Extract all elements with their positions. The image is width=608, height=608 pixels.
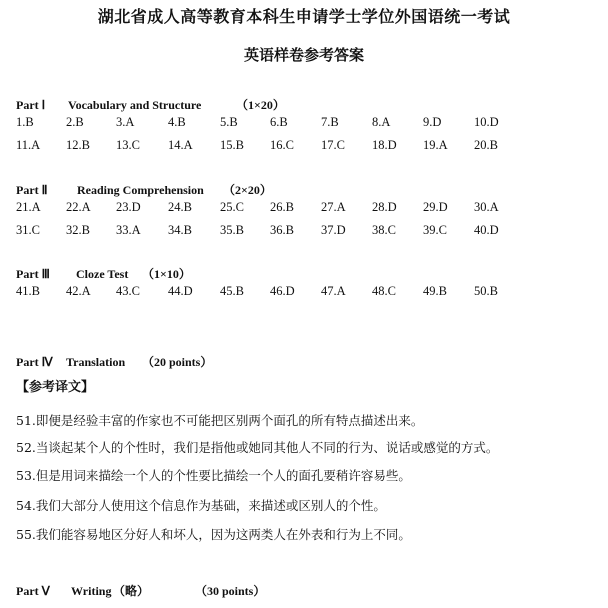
answer-item: 15.B: [220, 138, 244, 152]
part3-label: Part Ⅲ: [16, 267, 50, 281]
answer-item: 38.C: [372, 223, 396, 237]
answer-item: 47.A: [321, 284, 346, 298]
answer-item: 2.B: [66, 115, 84, 129]
part1-label: Part Ⅰ: [16, 98, 46, 112]
translation-54: 54.我们大部分人使用这个信息作为基础，来描述或区别人的个性。: [16, 498, 386, 513]
part2-name: Reading Comprehension: [77, 183, 204, 197]
part4-label: Part Ⅳ: [16, 355, 53, 369]
answer-item: 16.C: [270, 138, 294, 152]
answer-item: 9.D: [423, 115, 442, 129]
answer-item: 28.D: [372, 200, 397, 214]
part4-score: （20 points）: [142, 355, 213, 369]
answer-item: 17.C: [321, 138, 345, 152]
answer-item: 25.C: [220, 200, 244, 214]
answer-item: 22.A: [66, 200, 91, 214]
answer-item: 21.A: [16, 200, 41, 214]
part2-row-1: [16, 200, 606, 216]
part5-name: Writing: [71, 584, 112, 598]
part2-row-2: [16, 223, 606, 239]
part2-score: （2×20）: [223, 183, 272, 197]
part3-row-1: [16, 284, 606, 300]
answer-item: 7.B: [321, 115, 339, 129]
answer-item: 44.D: [168, 284, 193, 298]
document-title: 湖北省成人高等教育本科生申请学士学位外国语统一考试: [97, 7, 511, 26]
part4-header: [16, 353, 212, 370]
answer-item: 29.D: [423, 200, 448, 214]
answer-item: 19.A: [423, 138, 448, 152]
answer-item: 33.A: [116, 223, 141, 237]
answer-item: 14.A: [168, 138, 193, 152]
answer-item: 24.B: [168, 200, 192, 214]
document-subtitle: 英语样卷参考答案: [243, 46, 364, 64]
part3-score: （1×10）: [142, 267, 191, 281]
answer-item: 50.B: [474, 284, 498, 298]
part1-name: Vocabulary and Structure: [68, 98, 202, 112]
answer-item: 10.D: [474, 115, 499, 129]
answer-item: 26.B: [270, 200, 294, 214]
answer-item: 45.B: [220, 284, 244, 298]
answer-item: 46.D: [270, 284, 295, 298]
answer-item: 34.B: [168, 223, 192, 237]
part1-row-2: [16, 138, 606, 154]
part2-label: Part Ⅱ: [16, 183, 48, 197]
answer-item: 35.B: [220, 223, 244, 237]
part5-label: Part Ⅴ: [16, 584, 50, 598]
answer-item: 3.A: [116, 115, 135, 129]
part2-header: [16, 181, 272, 198]
answer-item: 18.D: [372, 138, 397, 152]
answer-item: 42.A: [66, 284, 91, 298]
answer-item: 1.B: [16, 115, 34, 129]
reference-translation-heading: 【参考译文】: [16, 380, 95, 395]
answer-item: 12.B: [66, 138, 90, 152]
answer-item: 40.D: [474, 223, 499, 237]
translation-53: 53.但是用词来描绘一个人的个性要比描绘一个人的面孔要稍许容易些。: [16, 468, 411, 483]
answer-item: 11.A: [16, 138, 41, 152]
answer-item: 8.A: [372, 115, 391, 129]
part4-name: Translation: [66, 355, 126, 369]
answer-item: 49.B: [423, 284, 447, 298]
part1-row-1: [16, 115, 606, 131]
translation-55: 55.我们能容易地区分好人和坏人，因为这两类人在外表和行为上不同。: [16, 527, 411, 542]
part5-score: （30 points）: [195, 584, 266, 598]
answer-item: 36.B: [270, 223, 294, 237]
answer-item: 32.B: [66, 223, 90, 237]
answer-item: 41.B: [16, 284, 40, 298]
answer-item: 37.D: [321, 223, 346, 237]
answer-item: 23.D: [116, 200, 141, 214]
answer-item: 39.C: [423, 223, 447, 237]
part3-header: [16, 265, 191, 282]
answer-item: 13.C: [116, 138, 140, 152]
part5-note: （略）: [113, 584, 150, 598]
translation-52: 52.当谈起某个人的个性时，我们是指他或她同其他人不同的行为、说话或感觉的方式。: [16, 440, 499, 455]
translation-51: 51.即便是经验丰富的作家也不可能把区别两个面孔的所有特点描述出来。: [16, 413, 424, 428]
answer-item: 20.B: [474, 138, 498, 152]
answer-item: 31.C: [16, 223, 40, 237]
answer-item: 43.C: [116, 284, 140, 298]
answer-item: 5.B: [220, 115, 238, 129]
answer-item: 30.A: [474, 200, 499, 214]
answer-item: 27.A: [321, 200, 346, 214]
part5-header: [16, 582, 265, 599]
part1-score: （1×20）: [236, 98, 285, 112]
part3-name: Cloze Test: [76, 267, 129, 281]
answer-item: 6.B: [270, 115, 288, 129]
part1-header: [16, 96, 285, 113]
answer-item: 4.B: [168, 115, 186, 129]
answer-item: 48.C: [372, 284, 396, 298]
